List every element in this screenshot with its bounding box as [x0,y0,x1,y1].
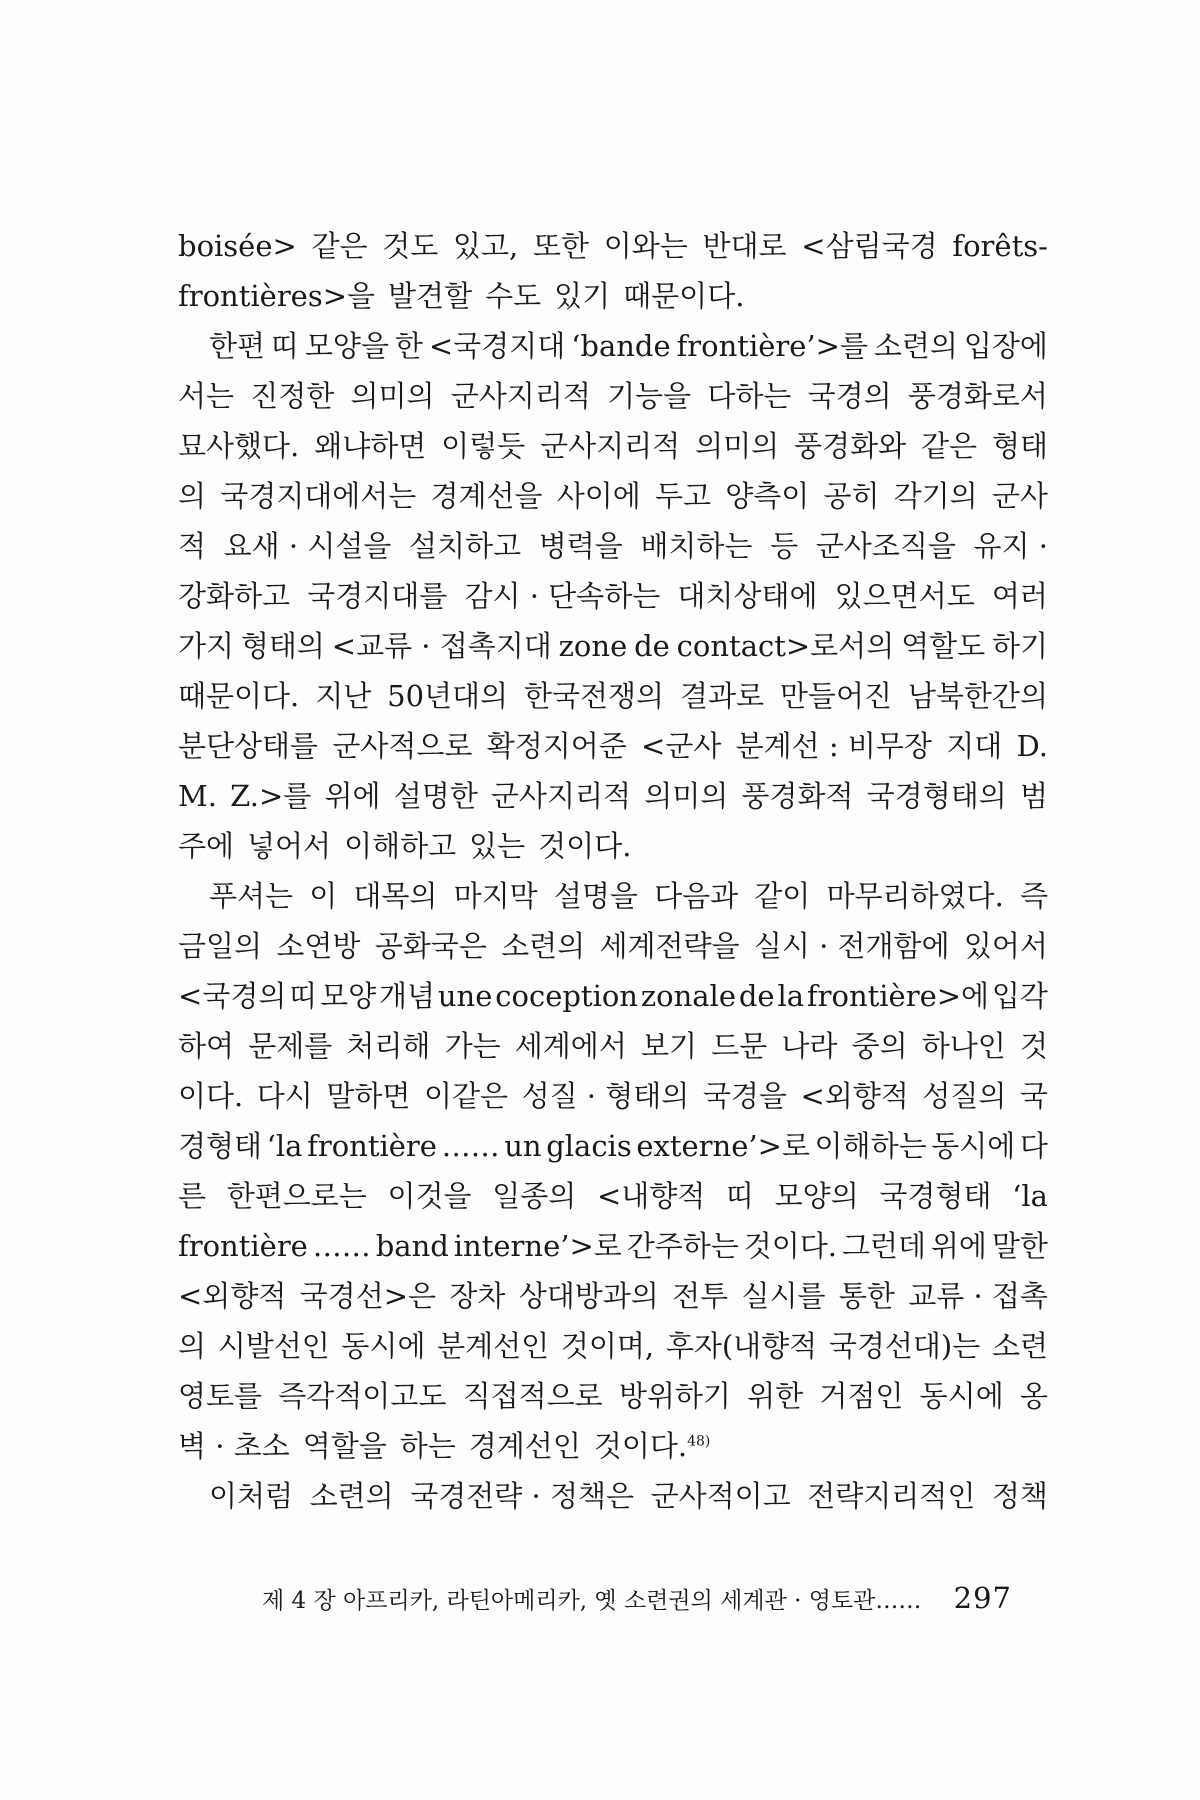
word: 것이다. [538,829,632,863]
word: 군사지리적 [490,779,631,813]
word: 군사 [991,479,1048,513]
text-line [178,1071,1048,1121]
word: 발견할 [388,279,473,313]
word: 한편 [209,329,266,363]
word: 금일의 [178,929,263,963]
word: 것이며, [560,1329,655,1363]
word: zonale [640,979,736,1013]
word: 옹 [1019,1379,1048,1413]
word: une [437,979,493,1013]
word: 처리해 [346,1029,431,1063]
word: 이와는 [603,229,688,263]
word: 경형태 [178,1129,263,1163]
word: <외향적 [800,1079,909,1113]
word: 장차 [449,1279,506,1313]
word: forêts- [952,229,1048,263]
text-line [178,621,1048,671]
word: 즉각적이고도 [278,1379,447,1413]
word: 나라 [781,1029,838,1063]
word: 두고 [654,479,712,513]
word: 간주하는 [626,1229,739,1263]
word: 진정한 [250,379,335,413]
word: 직접적으로 [462,1379,603,1413]
word: 말한 [991,1229,1048,1263]
word: 방위하기 [618,1379,731,1413]
word: 기능을 [607,379,692,413]
word: 경계선인 [468,1429,581,1463]
word: 병력을 [538,529,623,563]
body-text [178,221,1048,1521]
word: 즉 [1019,879,1048,913]
word: 다음과 [654,879,739,913]
word: 일종의 [492,1179,577,1213]
word: 반대로 [702,229,787,263]
word: 주에 [178,829,235,863]
word: 국경선>은 [299,1279,437,1313]
word: 이같은 [423,1079,509,1113]
word: 지난 [315,679,372,713]
word: 드문 [711,1029,768,1063]
word: 확정지어준 [486,729,627,763]
word: 대치상태에 [677,579,818,613]
word: 형태의 [240,629,325,663]
text-line [178,1121,1048,1171]
word: <국경지대 [428,329,566,363]
word: frontières>을 [178,279,376,313]
text-line [178,921,1048,971]
word: 있고, [453,229,519,263]
word: 가지 [178,629,235,663]
text-line [178,1221,1048,1271]
word: <국경의 [178,979,287,1013]
word: 띠 [270,329,299,363]
word: glacis [546,1129,632,1163]
word: 띠 [289,979,318,1013]
word: 이렇듯 [441,429,526,463]
word: 군사지리적 [450,379,591,413]
word: 성질의 [922,1079,1007,1113]
word: 국경의 [807,379,892,413]
text-line [178,271,1048,321]
word: 또한 [533,229,590,263]
word: 서는 [178,379,235,413]
word: 설명한 [393,779,478,813]
word: 있어서 [963,929,1048,963]
word: 수도 [485,279,542,313]
text-line [178,771,1048,821]
word: 때문이다. [178,679,300,713]
text-line [178,971,1048,1021]
word: 입장에 [963,329,1048,363]
word: 것도 [382,229,439,263]
word: 요새 · 시설을 [223,529,392,563]
word: 국경지대를 [307,579,448,613]
word: 보기 [641,1029,698,1063]
word: contact>로서의 [676,629,895,663]
word: 대목의 [353,879,438,913]
word: 하는 [399,1429,456,1463]
word: 통한 [838,1279,895,1313]
word: 형태 [991,429,1048,463]
word: 국경을 [702,1079,787,1113]
word: 결과로 [679,679,765,713]
word: 분계선인 [437,1329,550,1363]
word: 같은 [921,429,978,463]
word: 푸셔는 [209,879,294,913]
word: 말하면 [326,1079,411,1113]
word: 적 [178,529,207,563]
word: 위에 [324,779,381,813]
word: 설명을 [553,879,638,913]
word: 것이다.$^{48)}$ [593,1429,711,1463]
word: 모양의 [774,1179,859,1213]
word: frontière [178,1229,308,1263]
word: 이해하는 [814,1129,927,1163]
word: 정책 [991,1479,1048,1513]
word: de [634,629,670,663]
text-line [178,1471,1048,1521]
text-line [178,571,1048,621]
word: frontière [307,1129,437,1163]
word: 것이다. [743,1229,837,1263]
text-line [178,521,1048,571]
word: …… [441,1129,500,1163]
word: 국경지대에서는 [220,479,417,513]
word: <삼림국경 [801,229,938,263]
word: 한편으로는 [226,1179,367,1213]
word: 유지 · [973,529,1048,563]
word: 국경전략 · 정책은 [410,1479,635,1513]
word: 풍경화적 [741,779,854,813]
word: 50년대의 [387,679,509,713]
word: 사이에 [556,479,641,513]
word: 다시 [256,1079,313,1113]
word: 전략지리적인 [807,1479,976,1513]
word: 역할도 [901,629,986,663]
word: 것 [1019,1029,1048,1063]
text-line [178,1021,1048,1071]
word: 모양을 [304,329,389,363]
word: 마지막 [453,879,538,913]
word: 실시를 [741,1279,826,1313]
word: 전투 [672,1279,729,1313]
page-number: 297 [953,1581,1012,1615]
word: 풍경화로서 [907,379,1048,413]
word: 가는 [444,1029,501,1063]
text-line [178,421,1048,471]
word: externe’>로 [636,1129,810,1163]
word: interne’>로 [453,1229,622,1263]
text-line [178,821,1048,871]
word: 경계선을 [430,479,543,513]
word: 한 [394,329,423,363]
word: band [375,1229,449,1263]
text-line [178,1421,1048,1471]
word: 시발선인 [217,1329,330,1363]
word: 공화국은 [374,929,487,963]
word: boisée> [178,229,297,263]
word: 하기 [991,629,1048,663]
word: 띠 [725,1179,754,1213]
word: 이해하고 [344,829,457,863]
word: 국 [1019,1079,1048,1113]
word: <교류 · 접촉지대 [331,629,552,663]
word: <내향적 [596,1179,706,1213]
word: 국경선대)는 [828,1329,981,1363]
word: 양측이 [725,479,810,513]
word: 동시에 [931,1129,1016,1163]
word: 른 [178,1179,207,1213]
footnote-reference[interactable]: 48) [687,1433,711,1450]
word: ‘la [266,1129,303,1163]
word: 실시 · 전개함에 [753,929,950,963]
word: 소련의 [309,1479,394,1513]
running-title: 제 4 장 아프리카, 라틴아메리카, 옛 소련권의 세계관 · 영토관…… [262,1588,922,1614]
word: frontière’>를 [676,329,868,363]
word: 동시에 [919,1379,1004,1413]
word: 의미의 [350,379,435,413]
text-line [178,1371,1048,1421]
word: 배치하는 [640,529,753,563]
word: 소련의 [873,329,958,363]
text-line [178,471,1048,521]
word: frontière>에 [806,979,990,1013]
word: <외향적 [178,1279,287,1313]
word: 하나인 [921,1029,1006,1063]
word: 감시 · 단속하는 [464,579,661,613]
word: 국경형태의 [866,779,1007,813]
word: 군사적이고 [650,1479,791,1513]
text-line [178,221,1048,271]
word: 강화하고 [178,579,291,613]
word: 범 [1019,779,1048,813]
word: un [504,1129,542,1163]
word: 소련 [991,1329,1048,1363]
word: M. [178,779,217,813]
word: 분단상태를 [178,729,319,763]
word: zone [558,629,628,663]
word: 모양 [320,979,377,1013]
word: 왜냐하면 [314,429,427,463]
word: 있으면서도 [834,579,975,613]
word: 다 [1019,1129,1048,1163]
word: 거점인 [819,1379,904,1413]
word: 넣어서 [247,829,332,863]
word: 의미의 [695,429,780,463]
text-line [178,1171,1048,1221]
word: 있는 [469,829,526,863]
word: 군사적으로 [332,729,473,763]
word: 문제를 [248,1029,333,1063]
word: 군사조직을 [815,529,956,563]
word: 위에 [930,1229,987,1263]
word: 역할을 [302,1429,387,1463]
word: 묘사했다. [178,429,300,463]
page-footer [262,1581,1012,1615]
word: 같이 [754,879,811,913]
word: 소련의 [501,929,586,963]
text-line [178,1271,1048,1321]
word: 있기 [554,279,611,313]
word: 세계전략을 [599,929,740,963]
word: 상대방과의 [518,1279,659,1313]
word: 때문이다. [623,279,745,313]
text-line [178,321,1048,371]
word: 성질 · 형태의 [521,1079,690,1113]
word: 개념 [378,979,435,1013]
word: 의미의 [644,779,729,813]
text-line [178,1321,1048,1371]
word: 각기의 [893,479,978,513]
word: 지대 [946,729,1003,763]
word: …… [312,1229,371,1263]
word: D. [1016,729,1048,763]
text-line [178,871,1048,921]
word: coception [495,979,638,1013]
word: 그런데 [841,1229,926,1263]
word: 만들어진 [779,679,892,713]
word: la [777,979,805,1013]
word: 이것을 [387,1179,472,1213]
word: 풍경화와 [794,429,907,463]
word: 이처럼 [209,1479,294,1513]
word: 분계선 : 비무장 [735,729,932,763]
word: 세계에서 [514,1029,627,1063]
word: 같은 [311,229,368,263]
word: 벽 · 초소 [178,1429,290,1463]
word: 후자(내향적 [665,1329,818,1363]
word: 다하는 [707,379,792,413]
word: 중의 [851,1029,908,1063]
word: 의 [178,479,207,513]
word: 국경형태 [879,1179,992,1213]
word: 군사지리적 [540,429,681,463]
word: Z.>를 [230,779,312,813]
word: 마무리하였다. [826,879,1004,913]
word: 남북한간의 [907,679,1048,713]
word: 공히 [823,479,880,513]
word: 소연방 [276,929,361,963]
word: 이다. [178,1079,244,1113]
word: 입각 [991,979,1048,1013]
word: 위한 [747,1379,804,1413]
word: 등 [770,529,799,563]
word: ‘la [1012,1179,1048,1213]
text-line [178,371,1048,421]
word: 동시에 [341,1329,426,1363]
word: <군사 [641,729,722,763]
word: 의 [178,1329,207,1363]
word: 하여 [178,1029,235,1063]
word: de [738,979,775,1013]
text-line [178,721,1048,771]
text-line [178,671,1048,721]
word: 이 [309,879,338,913]
word: 여러 [991,579,1048,613]
word: 영토를 [178,1379,263,1413]
word: 교류 · 접촉 [908,1279,1048,1313]
word: ‘bande [571,329,671,363]
word: 설치하고 [409,529,522,563]
word: 한국전쟁의 [523,679,665,713]
